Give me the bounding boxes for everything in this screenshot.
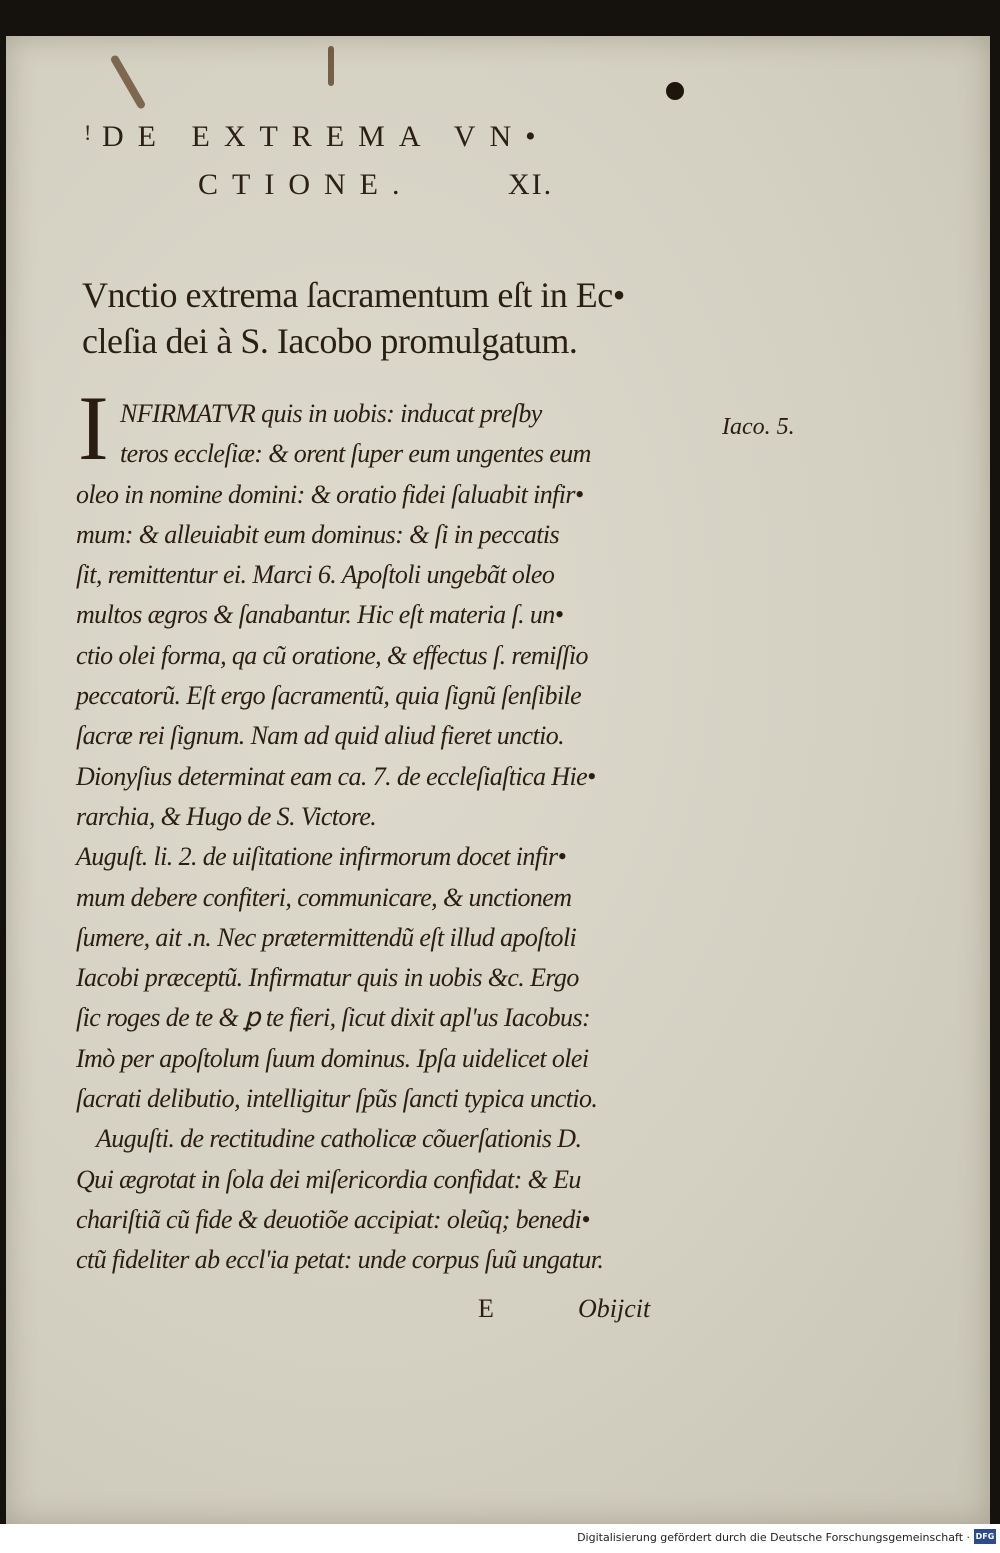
body-line: chariſtiã cũ fide & deuotiõe accipiat: oleũq; benedi• — [76, 1204, 590, 1234]
dfg-logo: DFG — [974, 1529, 996, 1544]
body-line: ſit, remittentur ei. Marci 6. Apoſtoli ungebãt oleo — [76, 560, 555, 590]
body-line: Dionyſius determinat eam ca. 7. de eccleſiaſtica Hie• — [76, 761, 596, 791]
body-line: ctũ fideliter ab eccl'ia petat: unde corpus ſuũ ungatur. — [76, 1245, 604, 1275]
header-mark: ! — [84, 120, 92, 145]
body-line: mum: & alleuiabit eum dominus: & ſi in peccatis — [76, 519, 560, 549]
drop-initial: I — [78, 377, 109, 479]
body-line: Iacobi præceptũ. Infirmatur quis in uobis &c. Ergo — [76, 963, 579, 993]
body-line: peccatorũ. Eſt ergo ſacramentũ, quia ſignũ ſenſibile — [76, 681, 582, 711]
ink-stain — [328, 46, 334, 86]
body-line: teros eccleſiæ: & orent ſuper eum ungentes eum — [120, 439, 591, 469]
body-line: NFIRMATVR quis in uobis: inducat preſby — [120, 399, 542, 428]
credit-text: Digitalisierung gefördert durch die Deutsche Forschungsgemeinschaft · — [577, 1531, 970, 1544]
body-line: rarchia, & Hugo de S. Victore. — [76, 801, 377, 831]
body-line: Auguſti. de rectitudine catholicæ cõuerſationis D. — [96, 1124, 582, 1154]
ink-stain — [110, 54, 147, 110]
body-line: mum debere confiteri, communicare, & unctionem — [76, 882, 572, 912]
body-line: Imò per apoſtolum ſuum dominus. Ipſa uidelicet olei — [76, 1043, 589, 1073]
body-line: multos ægros & ſanabantur. Hic eſt materia ſ. un• — [76, 600, 564, 630]
body-line: Qui ægrotat in ſola dei miſericordia confidat: & Eu — [76, 1164, 581, 1194]
title-line-1: Vnctio extrema ſacramentum eſt in Ec• — [82, 275, 625, 315]
book-page — [6, 36, 990, 1524]
body-text — [76, 394, 716, 1281]
ink-blot — [666, 82, 684, 100]
body-line: oleo in nomine domini: & oratio fidei ſaluabit infir• — [76, 479, 584, 509]
header-line-2: CTIONE. — [198, 168, 414, 201]
body-line: ctio olei forma, qa cũ oratione, & effectus ſ. remiſſio — [76, 640, 588, 670]
body-line: ſic roges de te & ꝑ te fieri, ſicut dixit apl'us Iacobus: — [76, 1003, 591, 1033]
header-line-1: DE EXTREMA VN• — [102, 120, 550, 153]
body-line: ſumere, ait .n. Nec prætermittendũ eſt illud apoſtoli — [76, 922, 577, 952]
folio-number: XI. — [508, 168, 554, 201]
body-line: Auguſt. li. 2. de uiſitatione infirmorum docet infir• — [76, 842, 567, 872]
body-line: ſacrati delibutio, intelligitur ſpũs ſancti typica unctio. — [76, 1084, 598, 1114]
margin-note: Iaco. 5. — [722, 414, 795, 440]
body-line: ſacræ rei ſignum. Nam ad quid aliud fieret unctio. — [76, 721, 565, 751]
catchword: Obijcit — [578, 1294, 651, 1323]
signature-mark: E — [478, 1294, 494, 1323]
title-line-2: cleſia dei à S. Iacobo promulgatum. — [82, 321, 578, 361]
section-title — [82, 272, 712, 364]
credit-bar — [0, 1524, 1000, 1553]
